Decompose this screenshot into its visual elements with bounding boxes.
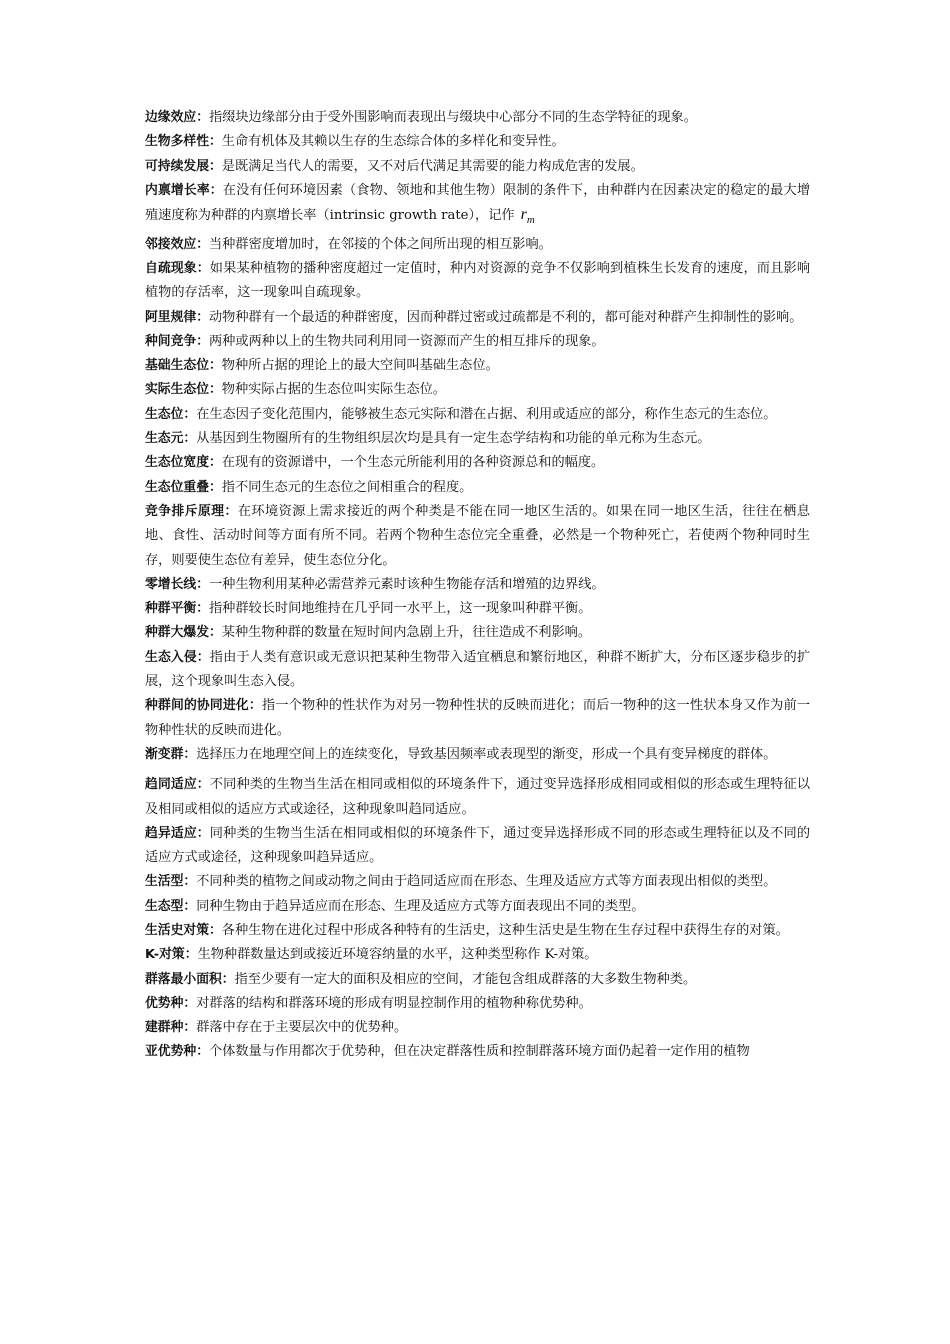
glossary-term: 渐变群： bbox=[145, 746, 197, 762]
glossary-entry bbox=[145, 306, 810, 330]
glossary-definition: 动物种群有一个最适的种群密度，因而种群过密或过疏都是不利的，都可能对种群产生抑制性的影响。 bbox=[208, 309, 803, 325]
glossary-definition: 两种或两种以上的生物共同利用同一资源而产生的相互排斥的现象。 bbox=[208, 333, 605, 349]
glossary-definition: 指一个物种的性状作为对另一物种性状的反映而进化；而后一物种的这一性状本身又作为前一物种性状的反映而进化。 bbox=[145, 698, 811, 738]
glossary-definition: 各种生物在进化过程中形成各种特有的生活史，这种生活史是生物在生存过程中获得生存的对策。 bbox=[221, 922, 789, 938]
glossary-definition: 某种生物种群的数量在短时间内急剧上升，往往造成不利影响。 bbox=[221, 625, 592, 641]
glossary-definition: 指由于人类有意识或无意识把某种生物带入适宜栖息和繁衍地区，种群不断扩大，分布区逐步稳步的扩展，这个现象叫生态入侵。 bbox=[145, 649, 811, 690]
glossary-entry bbox=[145, 1016, 810, 1040]
glossary-term: 群落最小面积： bbox=[145, 971, 235, 987]
formula-symbol bbox=[520, 206, 535, 227]
glossary-term: 生活型： bbox=[145, 874, 197, 890]
glossary-definition: 指种群较长时间地维持在几乎同一水平上，这一现象叫种群平衡。 bbox=[208, 601, 592, 617]
glossary-entry bbox=[145, 155, 810, 179]
glossary-entry bbox=[145, 106, 810, 130]
glossary-term: 边缘效应： bbox=[145, 110, 209, 125]
glossary-term: 亚优势种： bbox=[145, 1044, 209, 1060]
glossary-entry bbox=[145, 743, 810, 767]
glossary-definition: 不同种类的植物之间或动物之间由于趋同适应而在形态、生理及适应方式等方面表现出相似的类型。 bbox=[196, 874, 777, 890]
glossary-definition: 同种生物由于趋异适应而在形态、生理及适应方式等方面表现出不同的类型。 bbox=[196, 898, 645, 914]
glossary-entry bbox=[145, 943, 810, 967]
glossary-term: 种群间的协同进化： bbox=[145, 698, 262, 714]
glossary-entry bbox=[145, 919, 810, 943]
glossary-term: 生态位宽度： bbox=[145, 455, 222, 471]
glossary-term: 优势种： bbox=[145, 995, 197, 1011]
glossary-definition: 物种实际占据的生态位叫实际生态位。 bbox=[221, 382, 446, 398]
glossary-definition: 物种所占据的理论上的最大空间叫基础生态位。 bbox=[221, 358, 499, 374]
glossary-entry bbox=[145, 968, 810, 992]
glossary-term: 种群大爆发： bbox=[145, 625, 222, 641]
glossary-entry bbox=[145, 573, 810, 597]
glossary-definition: 指至少要有一定大的面积及相应的空间，才能包含组成群落的大多数生物种类。 bbox=[234, 971, 697, 987]
glossary-entry bbox=[145, 354, 810, 378]
glossary-entry bbox=[145, 403, 810, 427]
glossary-definition: 个体数量与作用都次于优势种，但在决定群落性质和控制群落环境方面仍起着一定作用的植物 bbox=[208, 1044, 750, 1060]
glossary-term: 种间竞争： bbox=[145, 333, 209, 349]
glossary-definition: 在生态因子变化范围内，能够被生态元实际和潜在占据、利用或适应的部分，称作生态元的生态位。 bbox=[196, 406, 777, 422]
glossary-entry bbox=[145, 330, 810, 354]
glossary-term: 可持续发展： bbox=[145, 158, 222, 174]
glossary-entry bbox=[145, 992, 810, 1016]
glossary-entry bbox=[145, 130, 810, 154]
glossary-entry bbox=[145, 179, 810, 233]
glossary-entry bbox=[145, 822, 810, 871]
formula-symbol-subscript: m bbox=[526, 214, 535, 227]
glossary-term: 生活史对策： bbox=[145, 922, 222, 938]
glossary-entry bbox=[145, 233, 810, 257]
glossary-entry bbox=[145, 597, 810, 621]
glossary-entry bbox=[145, 451, 810, 475]
glossary-term: 生态元： bbox=[145, 431, 197, 447]
glossary-entry bbox=[145, 694, 810, 743]
glossary-definition: 如果某种植物的播种密度超过一定值时，种内对资源的竞争不仅影响到植株生长发育的速度，而且影响植物的存活率，这一现象叫自疏现象。 bbox=[145, 260, 811, 301]
glossary-definition: 指不同生态元的生态位之间相重合的程度。 bbox=[221, 479, 473, 495]
glossary-term: 邻接效应： bbox=[145, 236, 209, 252]
glossary-definition: 生物种群数量达到或接近环境容纳量的水平，这种类型称作 K-对策。 bbox=[197, 947, 598, 963]
glossary-term: 建群种： bbox=[145, 1020, 197, 1036]
glossary-entry bbox=[145, 476, 810, 500]
glossary-definition: 从基因到生物圈所有的生物组织层次均是具有一定生态学结构和功能的单元称为生态元。 bbox=[196, 431, 711, 447]
glossary-definition: 是既满足当代人的需要，又不对后代满足其需要的能力构成危害的发展。 bbox=[221, 158, 644, 174]
glossary-definition: 在环境资源上需求接近的两个种类是不能在同一地区生活的。如果在同一地区生活，往往在栖息地、食性、活动时间等方面有所不同。若两个物种生态位完全重叠，必然是一个物种死亡，若使两个物种同时生存，则要使生态位有差异，使生态位分化。 bbox=[145, 503, 811, 568]
glossary-definition: 对群落的结构和群落环境的形成有明显控制作用的植物种称优势种。 bbox=[196, 995, 592, 1011]
glossary-definition: 选择压力在地理空间上的连续变化，导致基因频率或表现型的渐变，形成一个具有变异梯度的群体。 bbox=[196, 746, 777, 762]
glossary-entry bbox=[145, 500, 810, 573]
glossary-term: 趋异适应： bbox=[145, 825, 210, 841]
glossary-term: 基础生态位： bbox=[145, 358, 222, 374]
glossary-term: 生态位重叠： bbox=[145, 479, 222, 495]
formula-symbol-base: r bbox=[520, 206, 527, 224]
glossary-term: 生物多样性： bbox=[145, 134, 222, 150]
glossary-term: 内禀增长率： bbox=[145, 182, 223, 198]
glossary-entry bbox=[145, 621, 810, 645]
glossary-term: 生态位： bbox=[145, 406, 197, 422]
glossary-definition: 一种生物利用某种必需营养元素时该种生物能存活和增殖的边界线。 bbox=[208, 576, 605, 592]
glossary-entry bbox=[145, 257, 810, 306]
glossary-term: 生态型： bbox=[145, 898, 197, 914]
glossary-term: 趋同适应： bbox=[145, 777, 210, 793]
glossary-entry bbox=[145, 427, 810, 451]
glossary-term: K-对策： bbox=[145, 947, 198, 963]
glossary-term: 实际生态位： bbox=[145, 382, 222, 398]
glossary-term: 生态入侵： bbox=[145, 649, 210, 665]
glossary-term: 竞争排斥原理： bbox=[145, 503, 238, 519]
glossary-definition: 当种群密度增加时，在邻接的个体之间所出现的相互影响。 bbox=[208, 236, 552, 252]
glossary-definition: 不同种类的生物当生活在相同或相似的环境条件下，通过变异选择形成相同或相似的形态或生理特征以及相同或相似的适应方式或途径，这种现象叫趋同适应。 bbox=[145, 777, 811, 817]
glossary-definition: 在现有的资源谱中，一个生态元所能利用的各种资源总和的幅度。 bbox=[221, 455, 605, 471]
glossary-entry bbox=[145, 773, 810, 822]
glossary-definition: 同种类的生物当生活在相同或相似的环境条件下，通过变异选择形成不同的形态或生理特征以及不同的适应方式或途径，这种现象叫趋异适应。 bbox=[145, 825, 811, 866]
glossary-term: 种群平衡： bbox=[145, 601, 209, 617]
glossary-definition: 在没有任何环境因素（食物、领地和其他生物）限制的条件下，由种群内在因素决定的稳定的最大增殖速度称为种群的内禀增长率（intrinsic growth rate），记作 bbox=[145, 182, 811, 224]
glossary-definition: 指缀块边缘部分由于受外围影响而表现出与缀块中心部分不同的生态学特征的现象。 bbox=[208, 110, 697, 125]
document-page bbox=[145, 106, 810, 1065]
glossary-entry bbox=[145, 646, 810, 695]
glossary-term: 零增长线： bbox=[145, 576, 209, 592]
glossary-entry bbox=[145, 1040, 810, 1064]
glossary-entry bbox=[145, 870, 810, 894]
glossary-definition: 群落中存在于主要层次中的优势种。 bbox=[196, 1020, 408, 1036]
glossary-entry bbox=[145, 895, 810, 919]
glossary-entry bbox=[145, 378, 810, 402]
glossary-term: 自疏现象： bbox=[145, 260, 210, 276]
glossary-definition: 生命有机体及其赖以生存的生态综合体的多样化和变异性。 bbox=[221, 134, 565, 150]
glossary-term: 阿里规律： bbox=[145, 309, 209, 325]
